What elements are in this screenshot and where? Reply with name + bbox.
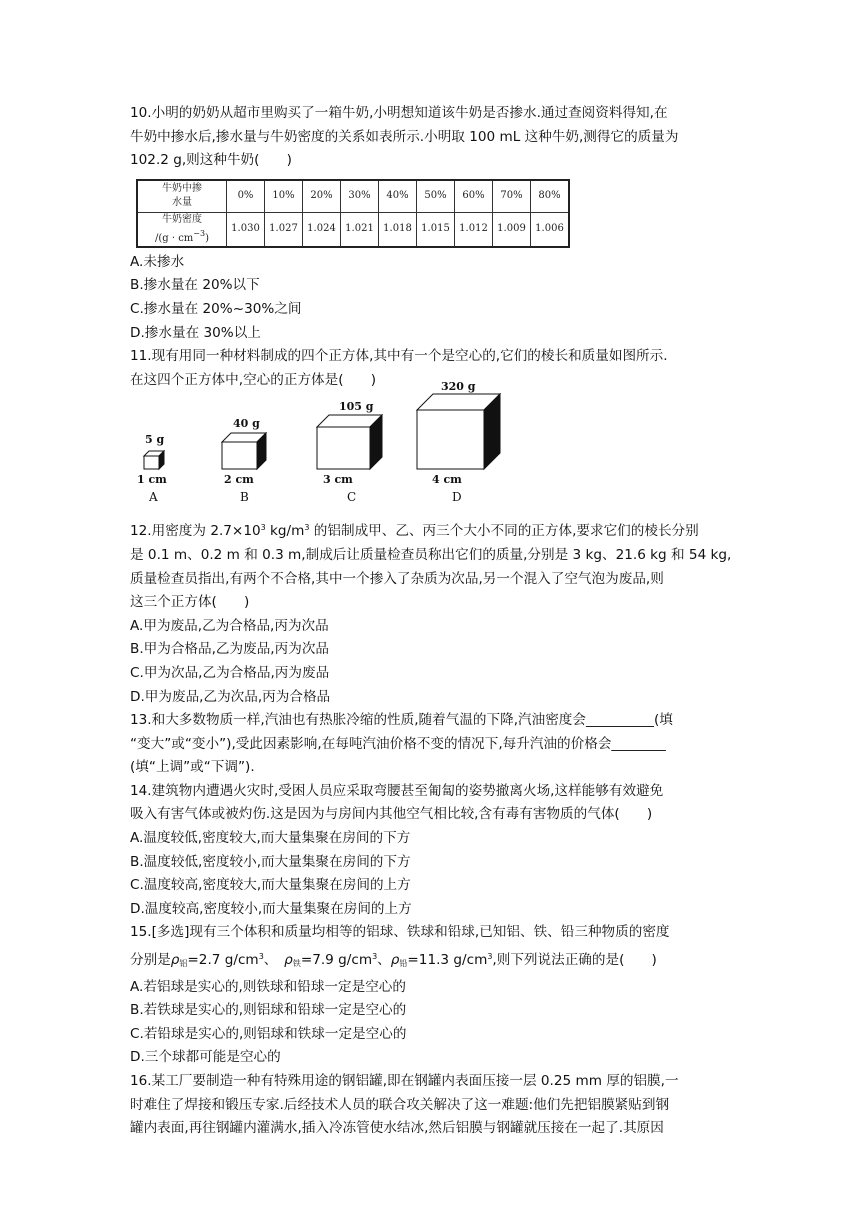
cube-d-letter: D bbox=[452, 490, 462, 505]
q14-option-d: D.温度较高,密度较小,而大量集聚在房间的上方 bbox=[130, 900, 412, 917]
question-15 bbox=[130, 921, 730, 1070]
cube-c bbox=[317, 400, 382, 504]
table-cell: 1.009 bbox=[493, 212, 531, 247]
q12-option-c: C.甲为次品,乙为合格品,丙为废品 bbox=[130, 664, 330, 681]
lead-density: =11.3 g/cm bbox=[407, 952, 488, 969]
q14-option-a: A.温度较低,密度较大,而大量集聚在房间的下方 bbox=[130, 830, 411, 847]
table-cell: 80% bbox=[531, 180, 570, 213]
q13-text-line-2: “变大”或“变小”),受此因素影响,在每吨汽油价格不变的情况下,每升汽油的价格会________ bbox=[130, 735, 666, 752]
table-cell: 1.006 bbox=[531, 212, 570, 247]
question-16 bbox=[130, 1070, 730, 1141]
q15-line2-start: 分别是 bbox=[130, 952, 171, 969]
question-13 bbox=[130, 709, 730, 780]
q15-option-d: D.三个球都可能是空心的 bbox=[130, 1049, 281, 1066]
cube-a-mass: 5 g bbox=[145, 433, 165, 447]
aluminum-subscript: 铝 bbox=[179, 959, 188, 969]
cube-figure bbox=[130, 380, 730, 514]
table-cell: 10% bbox=[265, 180, 303, 213]
q12-exponent-1: 3 bbox=[260, 523, 266, 533]
q11-text-line-1: 11.现有用同一种材料制成的四个正方体,其中有一个是空心的,它们的棱长和质量如图所示. bbox=[130, 348, 668, 365]
q13-text-line-3: (填“上调”或“下调”). bbox=[130, 759, 255, 776]
table-cell: 1.018 bbox=[379, 212, 417, 247]
cube-b-mass: 40 g bbox=[233, 417, 260, 431]
q12-option-d: D.甲为废品,乙为次品,丙为合格品 bbox=[130, 688, 331, 705]
header-milk-density bbox=[137, 212, 227, 247]
cube-b bbox=[222, 417, 266, 504]
q12-text-line-4: 这三个正方体( ) bbox=[130, 594, 250, 611]
q12-text-line-1 bbox=[130, 516, 730, 544]
milk-density-table bbox=[136, 179, 570, 248]
q11-text-line-2: 在这四个正方体中,空心的正方体是( ) bbox=[130, 371, 377, 388]
cube-d bbox=[417, 380, 500, 504]
lead-subscript: 铅 bbox=[399, 959, 408, 969]
aluminum-exponent: 3 bbox=[258, 952, 264, 962]
table-cell: 1.015 bbox=[417, 212, 455, 247]
question-content bbox=[130, 102, 730, 1141]
rho-symbol: ρ bbox=[170, 952, 180, 969]
q14-option-c: C.温度较高,密度较大,而大量集聚在房间的上方 bbox=[130, 877, 411, 894]
q16-text-line-1: 16.某工厂要制造一种有特殊用途的钢铝罐,即在钢罐内表面压接一层 0.25 mm 厚的铝膜,一 bbox=[130, 1073, 679, 1089]
cube-figure-svg bbox=[130, 380, 730, 514]
header-density-exponent: −3 bbox=[193, 228, 206, 238]
table-row-water-content bbox=[137, 180, 569, 213]
q12-line1-part-b: kg/m bbox=[265, 523, 305, 540]
q10-text-line-2: 牛奶中掺水后,掺水量与牛奶密度的关系如表所示.小明取 100 mL 这种牛奶,测得它的质量为 bbox=[130, 128, 679, 145]
q10-text-line-3: 102.2 g,则这种牛奶( ) bbox=[130, 152, 292, 169]
question-14 bbox=[130, 780, 730, 922]
cube-c-letter: C bbox=[347, 490, 357, 505]
q10-option-d: D.掺水量在 30%以上 bbox=[130, 324, 261, 341]
cube-b-edge: 2 cm bbox=[224, 473, 254, 487]
aluminum-density: =2.7 g/cm bbox=[187, 952, 259, 969]
q12-option-a: A.甲为废品,乙为合格品,丙为次品 bbox=[130, 617, 329, 634]
lead-exponent: 3 bbox=[487, 952, 493, 962]
question-11 bbox=[130, 345, 730, 514]
q14-text-line-2: 吸入有害气体或被灼伤.这是因为与房间内其他空气相比较,含有毒有害物质的气体( ) bbox=[130, 806, 653, 823]
q15-text-line-2 bbox=[130, 945, 730, 976]
separator: 、 bbox=[377, 952, 391, 969]
q10-option-a: A.未掺水 bbox=[130, 253, 185, 270]
table-cell: 1.012 bbox=[455, 212, 493, 247]
q12-text-line-3: 质量检查员指出,有两个不合格,其中一个掺入了杂质为次品,另一个混入了空气泡为废品,则 bbox=[130, 570, 664, 587]
q12-exponent-2: 3 bbox=[304, 523, 310, 533]
rho-symbol: ρ bbox=[390, 952, 400, 969]
cube-d-edge: 4 cm bbox=[432, 473, 462, 487]
table-cell: 1.024 bbox=[303, 212, 341, 247]
iron-exponent: 3 bbox=[372, 952, 378, 962]
table-row-density bbox=[137, 212, 569, 247]
header-water-content-line-1: 牛奶中掺 bbox=[162, 183, 202, 195]
q10-text-line-1: 10.小明的奶奶从超市里购买了一箱牛奶,小明想知道该牛奶是否掺水.通过查阅资料得知,在 bbox=[130, 105, 668, 121]
question-12 bbox=[130, 516, 730, 709]
q16-text-line-3: 罐内表面,再往钢罐内灌满水,插入冷冻管使水结冰,然后铝膜与钢罐就压接在一起了.其原因 bbox=[130, 1120, 664, 1137]
q14-option-b: B.温度较低,密度较小,而大量集聚在房间的下方 bbox=[130, 853, 411, 870]
table-cell: 40% bbox=[379, 180, 417, 213]
rho-symbol: ρ bbox=[284, 952, 293, 969]
separator: 、 bbox=[263, 952, 285, 969]
cube-b-letter: B bbox=[240, 490, 249, 505]
cube-c-edge: 3 cm bbox=[323, 473, 353, 487]
table-cell: 1.030 bbox=[227, 212, 265, 247]
q15-option-c: C.若铅球是实心的,则铝球和铁球一定是空心的 bbox=[130, 1025, 407, 1042]
q12-line1-part-c: 的铝制成甲、乙、丙三个大小不同的正方体,要求它们的棱长分别 bbox=[309, 523, 699, 540]
cube-a-letter: A bbox=[149, 490, 158, 505]
q12-option-b: B.甲为合格品,乙为废品,丙为次品 bbox=[130, 641, 330, 658]
header-density-line-1: 牛奶密度 bbox=[162, 213, 202, 225]
q14-text-line-1: 14.建筑物内遭遇火灾时,受困人员应采取弯腰甚至匍匐的姿势撤离火场,这样能够有效避免 bbox=[130, 782, 664, 799]
header-density-close: ) bbox=[205, 232, 209, 244]
table-cell: 50% bbox=[417, 180, 455, 213]
header-water-content bbox=[137, 180, 227, 213]
q12-text-line-2: 是 0.1 m、0.2 m 和 0.3 m,制成后让质量检查员称出它们的质量,分别是 3 kg、21.6 kg 和 54 kg, bbox=[130, 546, 732, 563]
table-cell: 70% bbox=[493, 180, 531, 213]
cube-c-mass: 105 g bbox=[339, 400, 374, 414]
iron-subscript: 铁 bbox=[292, 959, 301, 969]
cube-d-mass: 320 g bbox=[441, 380, 476, 394]
q13-text-line-1: 13.和大多数物质一样,汽油也有热胀冷缩的性质,随着气温的下降,汽油密度会__________(填 bbox=[130, 712, 673, 729]
q10-option-b: B.掺水量在 20%以下 bbox=[130, 277, 260, 294]
table-cell: 0% bbox=[227, 180, 265, 213]
cube-a-edge: 1 cm bbox=[137, 473, 167, 487]
cube-a bbox=[137, 433, 167, 504]
header-water-content-line-2: 水量 bbox=[172, 197, 192, 209]
table-cell: 1.027 bbox=[265, 212, 303, 247]
q10-option-c: C.掺水量在 20%~30%之间 bbox=[130, 300, 302, 317]
table-cell: 60% bbox=[455, 180, 493, 213]
milk-density-table-wrap bbox=[136, 179, 730, 248]
q15-option-a: A.若铝球是实心的,则铁球和铅球一定是空心的 bbox=[130, 978, 406, 995]
table-cell: 20% bbox=[303, 180, 341, 213]
table-cell: 30% bbox=[341, 180, 379, 213]
header-density-line-2: /(g · cm bbox=[155, 232, 194, 244]
table-cell: 1.021 bbox=[341, 212, 379, 247]
q15-line2-end: ,则下列说法正确的是( ) bbox=[492, 952, 657, 969]
q15-option-b: B.若铁球是实心的,则铝球和铅球一定是空心的 bbox=[130, 1002, 407, 1019]
q12-line1-part-a: 12.用密度为 2.7×10 bbox=[130, 523, 261, 540]
q16-text-line-2: 时难住了焊接和锻压专家.后经技术人员的联合攻关解决了这一难题:他们先把铝膜紧贴到钢 bbox=[130, 1096, 670, 1113]
question-10 bbox=[130, 102, 730, 345]
iron-density: =7.9 g/cm bbox=[300, 952, 373, 969]
q15-text-line-1: 15.[多选]现有三个体积和质量均相等的铝球、铁球和铅球,已知铝、铁、铅三种物质的密度 bbox=[130, 924, 670, 941]
